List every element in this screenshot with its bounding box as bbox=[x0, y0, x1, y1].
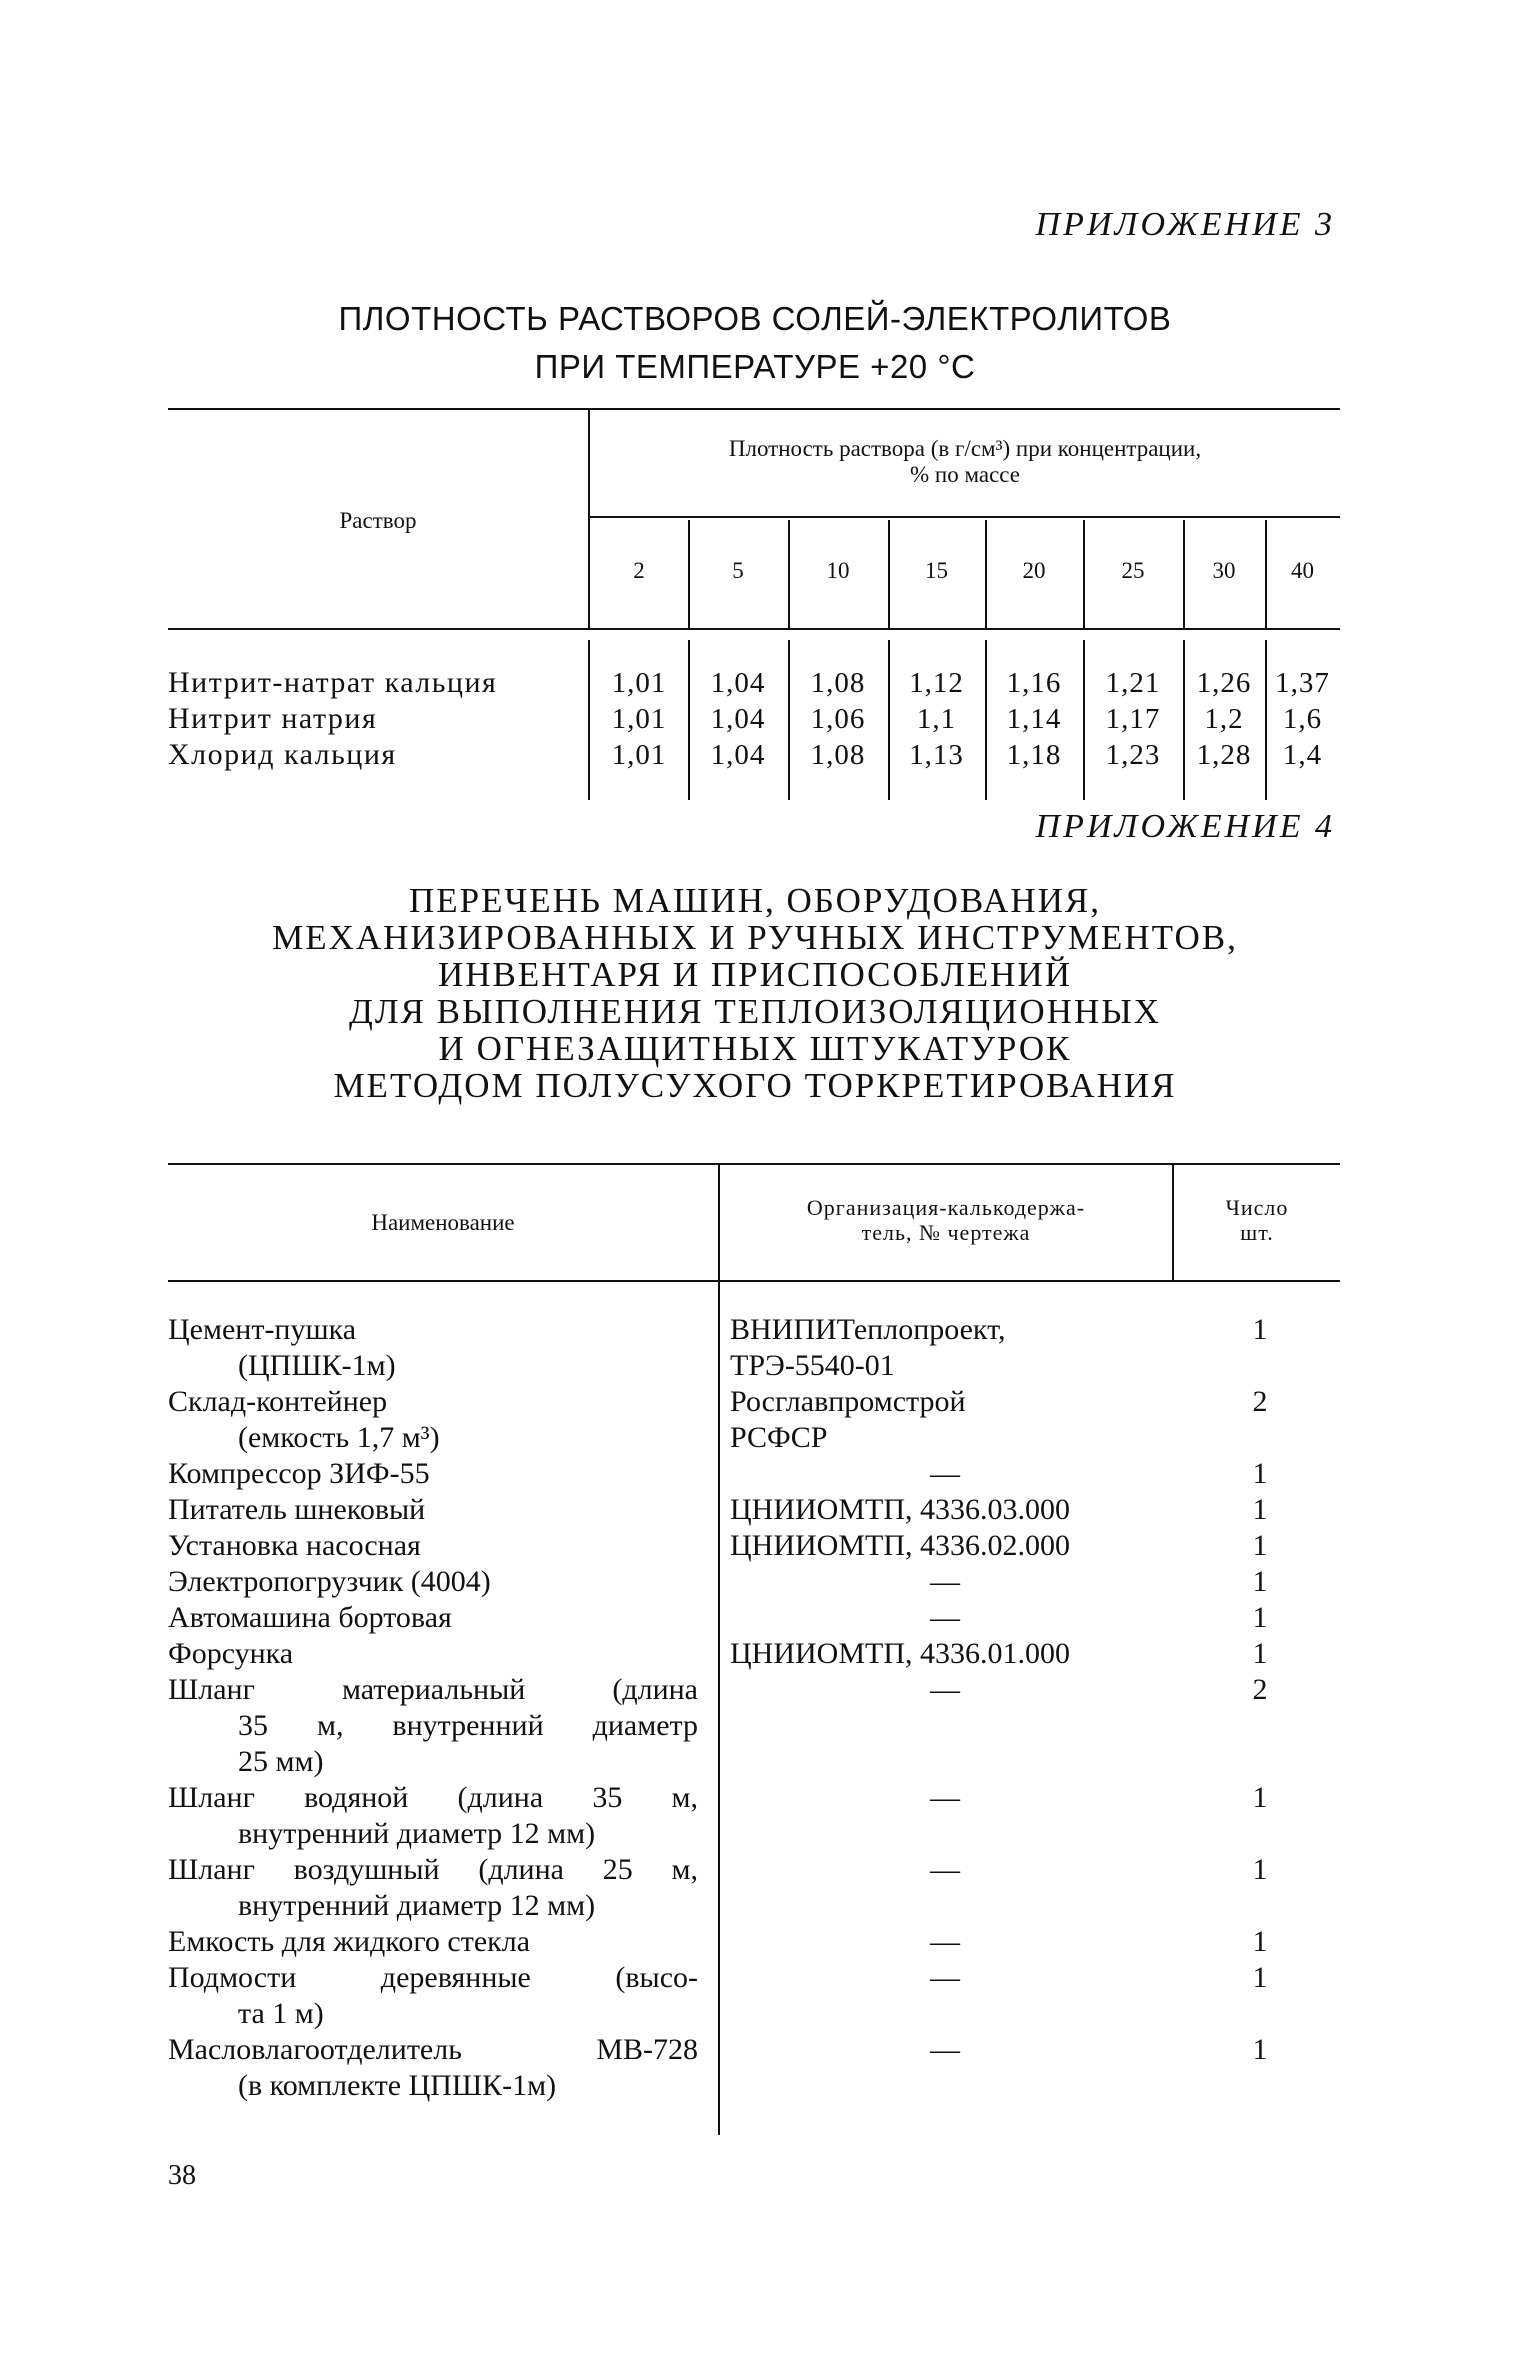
table-2-header-name: Наименование bbox=[371, 1210, 515, 1235]
table-2-row-org bbox=[730, 1492, 1170, 1528]
appendix-3-title-line-1: ПЛОТНОСТЬ РАСТВОРОВ СОЛЕЙ-ЭЛЕКТРОЛИТОВ bbox=[338, 300, 1172, 337]
table-1-cell: 1,01 bbox=[611, 739, 667, 771]
table-2-row-org bbox=[900, 2032, 990, 2068]
appendix-4-title-line: ПЕРЕЧЕНЬ МАШИН, ОБОРУДОВАНИЯ, bbox=[409, 881, 1101, 920]
table-1-cell: 1,08 bbox=[810, 667, 866, 699]
table-2-row-qty: 1 bbox=[1252, 1853, 1268, 1886]
table-2-row-org bbox=[900, 1852, 990, 1888]
table-1-column-divider bbox=[1183, 520, 1185, 628]
table-1-cell: 1,6 bbox=[1282, 703, 1323, 735]
table-1-cell: 1,12 bbox=[909, 667, 964, 699]
table-1-concentration-header: 2 bbox=[633, 558, 645, 583]
table-2-row-name bbox=[168, 1312, 698, 1384]
table-2-row-org-line: ТРЭ-5540-01 bbox=[730, 1349, 895, 1382]
table-2-row-qty: 1 bbox=[1252, 1781, 1268, 1814]
table-1-cell: 1,28 bbox=[1196, 739, 1252, 771]
table-2-header-bottom-rule bbox=[168, 1280, 1340, 1282]
table-2-divider bbox=[718, 1165, 720, 2135]
table-2-row-name bbox=[168, 1600, 698, 1636]
table-2-row-name-line: внутренний диаметр 12 мм) bbox=[238, 1817, 596, 1850]
table-1-concentration-header: 30 bbox=[1212, 558, 1236, 583]
table-2-row-name-line: Емкость для жидкого стекла bbox=[168, 1925, 531, 1958]
table-2-row-name-line: (в комплекте ЦПШК-1м) bbox=[238, 2069, 557, 2102]
table-2-row-name-line: та 1 м) bbox=[238, 1997, 324, 2030]
table-1-cell: 1,17 bbox=[1105, 703, 1161, 735]
table-2-row-name-line: Масловлагоотделитель МВ-728 bbox=[168, 2033, 698, 2066]
appendix-3-label: ПРИЛОЖЕНИЕ 3 bbox=[1035, 206, 1335, 243]
table-2-row-name-line: Склад-контейнер bbox=[168, 1385, 388, 1418]
table-1-cell: 1,4 bbox=[1282, 739, 1323, 771]
table-2-row-name bbox=[168, 1960, 698, 2032]
table-2-row-org-line: ЦНИИОМТП, 4336.02.000 bbox=[730, 1529, 1070, 1562]
table-2-row-org-line: — bbox=[930, 1781, 960, 1814]
table-2-row-name bbox=[168, 1780, 698, 1852]
table-1-row-name: Хлорид кальция bbox=[168, 738, 397, 771]
table-1-column-divider bbox=[888, 520, 890, 628]
table-1-cell: 1,04 bbox=[710, 739, 766, 771]
table-2-row-name-line: Установка насосная bbox=[168, 1529, 421, 1562]
table-2-row-org-line: ВНИПИТеплопроект, bbox=[730, 1313, 1006, 1346]
table-1-cell: 1,04 bbox=[710, 667, 766, 699]
table-2-row-qty: 1 bbox=[1252, 1637, 1268, 1670]
table-2-row-qty: 1 bbox=[1252, 1961, 1268, 1994]
table-2-row-name-line: Электропогрузчик (4004) bbox=[168, 1565, 491, 1598]
table-1-cell: 1,2 bbox=[1204, 703, 1244, 735]
table-1-cell: 1,1 bbox=[916, 703, 957, 735]
table-2-row-name-line: Цемент-пушка bbox=[168, 1313, 357, 1346]
table-2-header-qty bbox=[1174, 1195, 1340, 1245]
table-2-row-name-line: Подмости деревянные (высо- bbox=[168, 1961, 698, 1994]
table-2-row-name-line: Форсунка bbox=[168, 1637, 294, 1670]
table-2-row-qty: 1 bbox=[1252, 1493, 1268, 1526]
table-2-row-qty: 1 bbox=[1252, 1565, 1268, 1598]
table-2-row-qty: 2 bbox=[1252, 1673, 1268, 1706]
table-1-column-divider bbox=[1083, 520, 1085, 628]
table-1-cell: 1,06 bbox=[810, 703, 866, 735]
table-2-row-org-line: — bbox=[930, 1853, 960, 1886]
table-1-column-divider bbox=[985, 520, 987, 628]
table-2-row-org-line: ЦНИИОМТП, 4336.01.000 bbox=[730, 1637, 1070, 1670]
table-1-cell: 1,16 bbox=[1006, 667, 1062, 699]
table-2-row-org-line: — bbox=[930, 1565, 960, 1598]
table-2-top-rule bbox=[168, 1163, 1340, 1165]
table-2-row-name bbox=[168, 1924, 698, 1960]
table-2-row-org-line: — bbox=[930, 1673, 960, 1706]
appendix-3-title bbox=[170, 300, 1340, 386]
appendix-4-title-line: МЕХАНИЗИРОВАННЫХ И РУЧНЫХ ИНСТРУМЕНТОВ, bbox=[272, 918, 1238, 957]
table-2-header-org-line-1: Организация-калькодержа- bbox=[806, 1195, 1086, 1220]
appendix-4-title-line: МЕТОДОМ ПОЛУСУХОГО ТОРКРЕТИРОВАНИЯ bbox=[333, 1066, 1177, 1105]
table-2-row-name-line: внутренний диаметр 12 мм) bbox=[238, 1889, 596, 1922]
table-1-cell: 1,23 bbox=[1105, 739, 1161, 771]
table-1-cell: 1,14 bbox=[1006, 703, 1062, 735]
table-2-row-org-line: — bbox=[930, 1925, 960, 1958]
table-1-cell: 1,08 bbox=[810, 739, 866, 771]
table-2-row-qty: 2 bbox=[1252, 1385, 1268, 1418]
table-2-row-name bbox=[168, 1564, 698, 1600]
table-2-row-org-line: — bbox=[930, 1601, 960, 1634]
appendix-4-title-line: ДЛЯ ВЫПОЛНЕНИЯ ТЕПЛОИЗОЛЯЦИОННЫХ bbox=[348, 992, 1162, 1031]
table-2-row-org bbox=[900, 1600, 990, 1636]
table-2-row-qty: 1 bbox=[1252, 1313, 1268, 1346]
table-2-row-qty: 1 bbox=[1252, 2033, 1268, 2066]
table-2-row-name bbox=[168, 1528, 698, 1564]
table-1-row-name: Нитрит-натрат кальция bbox=[168, 666, 498, 699]
table-2-row-name-line: Шланг материальный (длина bbox=[168, 1673, 698, 1706]
table-1-cell: 1,26 bbox=[1196, 667, 1252, 699]
table-2-row-org-line: — bbox=[930, 2033, 960, 2066]
table-1-cell: 1,04 bbox=[710, 703, 766, 735]
table-2-row-org bbox=[900, 1960, 990, 1996]
table-2-row-org bbox=[900, 1564, 990, 1600]
table-2-row-name bbox=[168, 1852, 698, 1924]
table-2-row-qty: 1 bbox=[1252, 1457, 1268, 1490]
table-1-top-rule bbox=[168, 408, 1340, 410]
table-2-row-name bbox=[168, 1456, 698, 1492]
table-2-row-org bbox=[730, 1312, 1170, 1384]
table-2-row-name-line: 25 мм) bbox=[238, 1745, 324, 1778]
table-1-header-density bbox=[590, 436, 1340, 488]
table-1-header-mid-rule bbox=[590, 516, 1340, 518]
table-2-row-org bbox=[900, 1780, 990, 1816]
table-1-concentration-header: 20 bbox=[1022, 558, 1046, 583]
table-1-header-solution: Раствор bbox=[339, 508, 417, 533]
table-2-row-name-line: Автомашина бортовая bbox=[168, 1601, 452, 1634]
table-2-row-qty: 1 bbox=[1252, 1601, 1268, 1634]
table-2-row-name-line: Шланг водяной (длина 35 м, bbox=[168, 1781, 698, 1814]
table-2-row-name bbox=[168, 2032, 698, 2104]
table-1-column-divider bbox=[688, 520, 690, 628]
table-2-row-org-line: РСФСР bbox=[730, 1421, 828, 1454]
table-2-row-name bbox=[168, 1636, 698, 1672]
table-1-header-density-line-1: Плотность раствора (в г/см³) при концентрации, bbox=[728, 436, 1202, 461]
table-2-row-name-line: (ЦПШК-1м) bbox=[238, 1349, 396, 1382]
table-2-row-org bbox=[900, 1456, 990, 1492]
table-2-row-name-line: Компрессор ЗИФ-55 bbox=[168, 1457, 430, 1490]
table-2-row-org bbox=[900, 1924, 990, 1960]
table-1-column-divider bbox=[788, 520, 790, 628]
table-2-row-org-line: Росглавпромстрой bbox=[730, 1385, 966, 1418]
table-2-row-org-line: — bbox=[930, 1961, 960, 1994]
table-1-cell: 1,37 bbox=[1275, 667, 1330, 699]
table-1-cell: 1,21 bbox=[1105, 667, 1161, 699]
table-2-row-name bbox=[168, 1492, 698, 1528]
table-1-concentration-header: 15 bbox=[925, 558, 948, 583]
table-2-header-org bbox=[720, 1195, 1172, 1245]
table-2-row-name bbox=[168, 1384, 698, 1456]
table-2-row-org bbox=[730, 1636, 1170, 1672]
table-1-column-divider bbox=[1265, 520, 1267, 628]
appendix-3-title-line-2: ПРИ ТЕМПЕРАТУРЕ +20 °С bbox=[534, 348, 976, 385]
page-number: 38 bbox=[168, 2160, 196, 2191]
appendix-4-title-line: ИНВЕНТАРЯ И ПРИСПОСОБЛЕНИЙ bbox=[438, 955, 1072, 994]
table-1-cell: 1,13 bbox=[909, 739, 964, 771]
table-1-header-bottom-rule bbox=[168, 628, 1340, 630]
table-2-row-name-line: Питатель шнековый bbox=[168, 1493, 426, 1526]
table-1-concentration-header: 40 bbox=[1291, 558, 1314, 583]
table-2-row-org bbox=[730, 1384, 1170, 1456]
table-2-row-qty: 1 bbox=[1252, 1925, 1268, 1958]
table-2-row-name-line: (емкость 1,7 м³) bbox=[238, 1421, 440, 1454]
table-1-concentration-header: 5 bbox=[732, 558, 744, 583]
appendix-4-title bbox=[170, 882, 1340, 1104]
appendix-4-title-line: И ОГНЕЗАЩИТНЫХ ШТУКАТУРОК bbox=[438, 1029, 1072, 1068]
table-2-row-org bbox=[730, 1528, 1170, 1564]
table-2-row-name bbox=[168, 1672, 698, 1780]
table-2-row-qty: 1 bbox=[1252, 1529, 1268, 1562]
table-1-row-name: Нитрит натрия bbox=[168, 702, 378, 735]
table-2-header-org-line-2: тель, № чертежа bbox=[861, 1220, 1031, 1245]
table-1-concentration-header: 10 bbox=[826, 558, 850, 583]
table-1-cell: 1,01 bbox=[611, 703, 667, 735]
table-1-cell: 1,01 bbox=[611, 667, 667, 699]
table-2-header-qty-line-2: шт. bbox=[1240, 1220, 1274, 1245]
table-2-header-qty-line-1: Число bbox=[1225, 1195, 1289, 1220]
table-1-cell: 1,18 bbox=[1006, 739, 1062, 771]
table-2-row-org-line: — bbox=[930, 1457, 960, 1490]
table-1-concentration-header: 25 bbox=[1121, 558, 1145, 583]
appendix-4-label: ПРИЛОЖЕНИЕ 4 bbox=[1035, 808, 1335, 845]
table-2-row-name-line: 35 м, внутренний диаметр bbox=[238, 1709, 698, 1742]
table-1-header-density-line-2: % по массе bbox=[910, 462, 1020, 487]
table-2-row-org bbox=[900, 1672, 990, 1708]
table-2-row-name-line: Шланг воздушный (длина 25 м, bbox=[168, 1853, 698, 1886]
table-2-row-org-line: ЦНИИОМТП, 4336.03.000 bbox=[730, 1493, 1070, 1526]
